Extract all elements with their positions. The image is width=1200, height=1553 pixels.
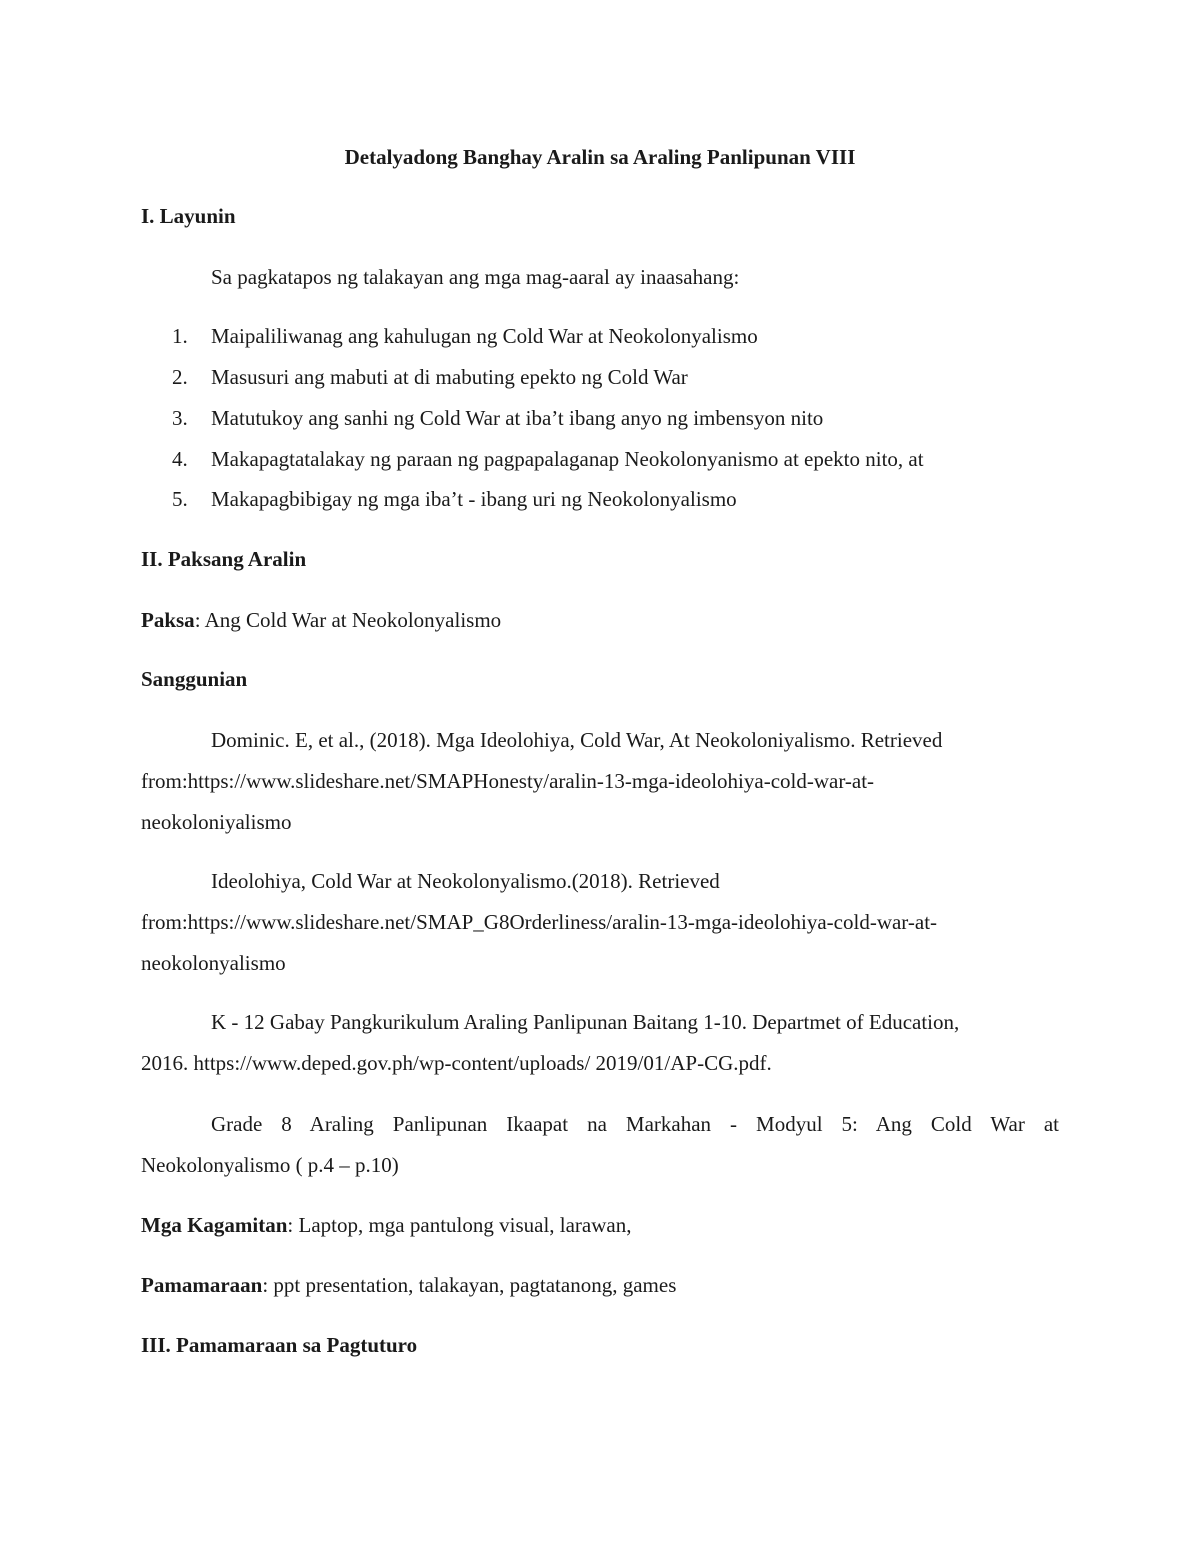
section-heading-layunin: I. Layunin [141, 204, 236, 228]
reference-2-line-2: from:https://www.slideshare.net/SMAP_G8Orderliness/aralin-13-mga-ideolohiya-cold-war-at- [141, 910, 938, 934]
objectives-intro: Sa pagkatapos ng talakayan ang mga mag-aaral ay inaasahang: [211, 265, 740, 289]
kagamitan-label: Mga Kagamitan [141, 1213, 288, 1237]
list-text: Maipaliliwanag ang kahulugan ng Cold War at Neokolonyalismo [211, 324, 758, 348]
kagamitan-value: : Laptop, mga pantulong visual, larawan, [287, 1213, 632, 1237]
reference-4-line-2: Neokolonyalismo ( p.4 – p.10) [141, 1153, 399, 1177]
section-heading-paksang-aralin: II. Paksang Aralin [141, 547, 307, 571]
reference-4 [141, 1112, 1059, 1136]
list-number: 2. [172, 365, 188, 389]
section-heading-pamamaraan-sa-pagtuturo: III. Pamamaraan sa Pagtuturo [141, 1333, 418, 1357]
list-number: 3. [172, 406, 188, 430]
sanggunian-heading: Sanggunian [141, 667, 248, 691]
pamamaraan-value: : ppt presentation, talakayan, pagtatanong, games [262, 1273, 677, 1297]
reference-4-line-1: Grade 8 Araling Panlipunan Ikaapat na Markahan - Modyul 5: Ang Cold War at [211, 1112, 1059, 1136]
reference-3-line-1: K - 12 Gabay Pangkurikulum Araling Panlipunan Baitang 1-10. Departmet of Education, [211, 1010, 960, 1034]
reference-2-line-3: neokolonyalismo [141, 951, 286, 975]
list-number: 5. [172, 487, 188, 511]
reference-3-line-2: 2016. https://www.deped.gov.ph/wp-content/uploads/ 2019/01/AP-CG.pdf. [141, 1051, 772, 1075]
reference-1-line-2: from:https://www.slideshare.net/SMAPHonesty/aralin-13-mga-ideolohiya-cold-war-at- [141, 769, 875, 793]
pamamaraan-label: Pamamaraan [141, 1273, 263, 1297]
pamamaraan-line [141, 1273, 676, 1297]
reference-1-line-1: Dominic. E, et al., (2018). Mga Ideolohiya, Cold War, At Neokoloniyalismo. Retrieved [211, 728, 943, 752]
list-text: Makapagtatalakay ng paraan ng pagpapalaganap Neokolonyanismo at epekto nito, at [211, 447, 924, 471]
list-text: Masusuri ang mabuti at di mabuting epekto ng Cold War [211, 365, 688, 389]
list-number: 1. [172, 324, 188, 348]
document-title: Detalyadong Banghay Aralin sa Araling Panlipunan VIII [344, 145, 856, 169]
paksa-value: : Ang Cold War at Neokolonyalismo [194, 608, 502, 632]
list-number: 4. [172, 447, 188, 471]
paksa-line [141, 608, 501, 632]
reference-2-line-1: Ideolohiya, Cold War at Neokolonyalismo.(2018). Retrieved [211, 869, 720, 893]
list-text: Makapagbibigay ng mga iba’t - ibang uri ng Neokolonyalismo [211, 487, 737, 511]
list-text: Matutukoy ang sanhi ng Cold War at iba’t ibang anyo ng imbensyon nito [211, 406, 824, 430]
paksa-label: Paksa [141, 608, 195, 632]
reference-1-line-3: neokoloniyalismo [141, 810, 292, 834]
kagamitan-line [141, 1213, 632, 1237]
